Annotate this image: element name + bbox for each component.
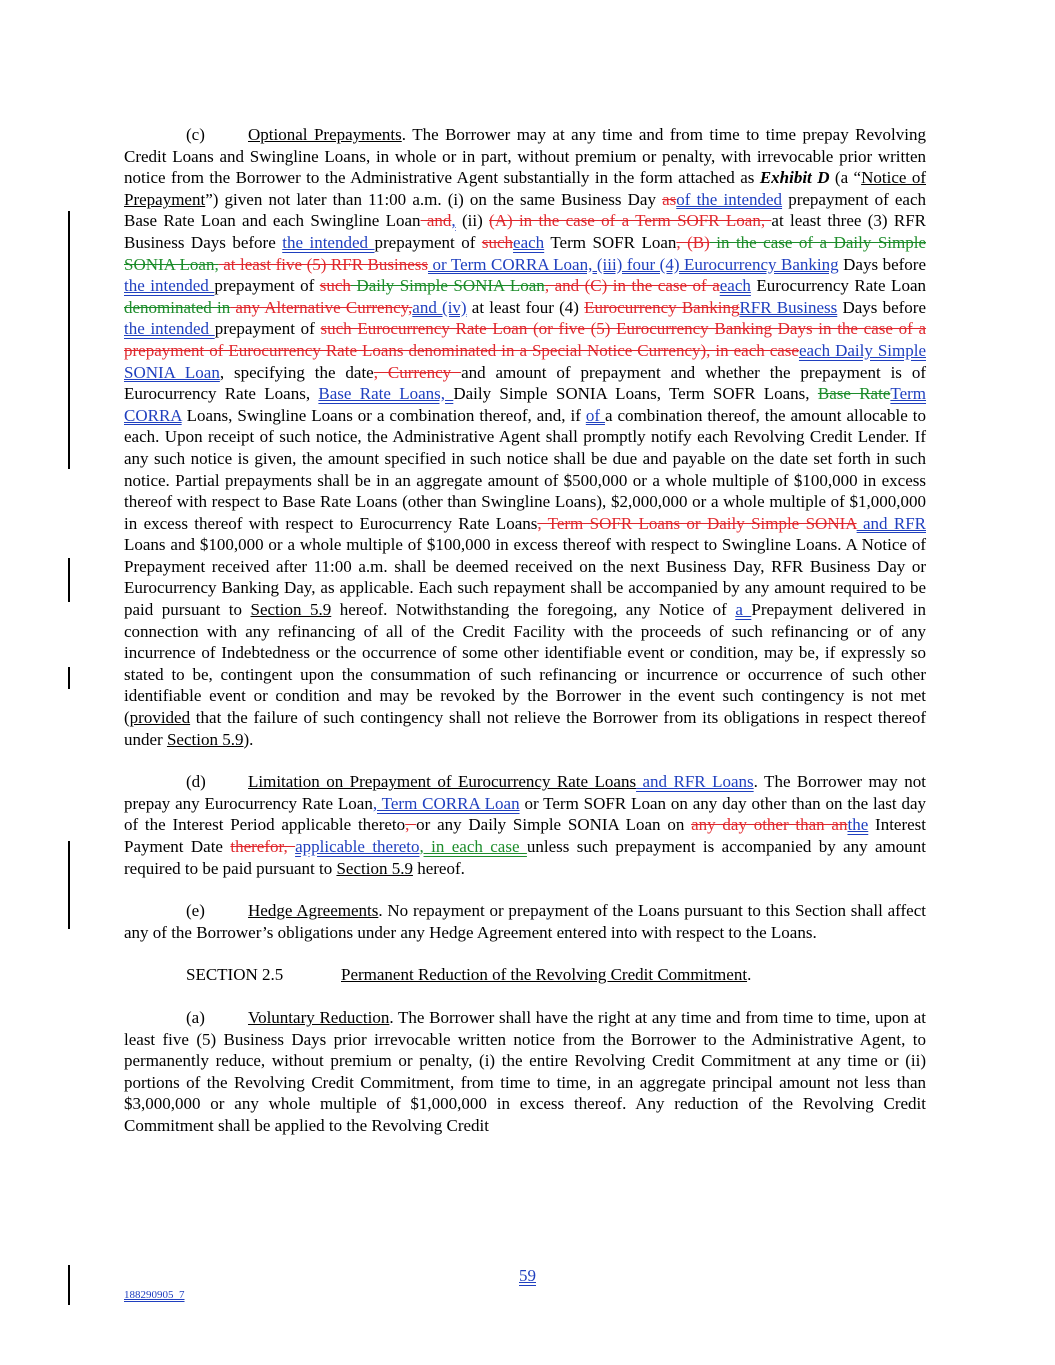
body-text: a combination thereof, the amount allocable to each. Upon receipt of such notice, the Administrative Agent shall promptly notify each Revolving Credit Lender. If any such notice is given, the amount specified in such notice shall be due and payable on the date set forth in such notice. Partial prepayments shall be in an aggregate amount of $500,000 or a whole multiple of $100,000 in excess thereof with respect to Base Rate Loans (other than Swingline Loans), $2,000,000 or a whole multiple of $1,000,000 in excess thereof with respect to Eurocurrency Rate Loans	[124, 405, 927, 533]
body-text: Loans and $100,000 or a whole multiple of $100,000 in excess thereof with respect to Swingline Loans. A Notice of Prepayment received after 11:00 a.m. shall be deemed received on the next Business Day, RFR Business Day or Eurocurrency Banking Day, as applicable. Each such repayment shall be accompanied by any amount required to be paid pursuant to	[124, 535, 926, 620]
inserted-text: , Term CORRA Loan	[372, 793, 520, 813]
body-text: and amount of prepayment and whether the prepayment is of Eurocurrency Rate Loans,	[124, 362, 926, 404]
deleted-text: at least five (5) RFR Business	[218, 254, 429, 274]
section-number: SECTION 2.5	[186, 965, 284, 985]
deleted-text: such	[481, 232, 514, 252]
underlined-term: Section 5.9	[250, 600, 332, 620]
body-text: Interest Payment Date	[124, 815, 927, 856]
inserted-text: the intended	[124, 319, 215, 339]
body-text: at least three (3) RFR Business Days before	[124, 211, 926, 252]
body-text: unless such prepayment is accompanied by any amount required to be paid pursuant to	[124, 837, 926, 878]
deleted-text: such Eurocurrency Rate Loan (or five (5) Eurocurrency Banking Days in the case of a prepayment of Eurocurrency Rate Loans denominated in a Special Notice Currency), in each case	[124, 319, 927, 360]
deleted-text: any day other than an	[691, 815, 848, 835]
body-text: ”) given not later than 11:00 a.m. (i) on the same Business Day	[205, 189, 663, 209]
document-body	[124, 124, 926, 1137]
deleted-text: Eurocurrency Banking	[584, 297, 740, 317]
body-text: or Term SOFR Loan on any day other than on the last day of the Interest Period applicable thereto	[124, 793, 926, 835]
underlined-term: Section 5.9	[166, 729, 244, 749]
body-text: prepayment of	[214, 276, 320, 296]
underlined-term: Voluntary Reduction	[248, 1007, 390, 1027]
moved-text: in the case of a Daily Simple SONIA Loan,	[124, 232, 926, 274]
change-bar	[68, 558, 70, 602]
deleted-text: ,	[405, 815, 417, 835]
body-text: that the failure of such contingency shall not relieve the Borrower from its obligations in respect thereof under	[124, 708, 926, 749]
deleted-text: therefor,	[230, 837, 296, 856]
deleted-text: any Alternative Currency,	[230, 297, 413, 317]
moved-text: Base Rate	[817, 384, 891, 404]
deleted-text: as	[662, 189, 677, 209]
inserted-text: the	[847, 815, 869, 835]
paragraph-d-limitation-on-prepayment	[124, 771, 926, 879]
body-text: or any Daily Simple SONIA Loan on	[416, 815, 692, 835]
inserted-text: of the intended	[676, 189, 783, 209]
underlined-term: provided	[129, 708, 191, 728]
paragraph-label: (d)	[186, 772, 206, 792]
body-text: . The Borrower may not prepay any Eurocurrency Rate Loan	[124, 772, 926, 813]
inserted-text: a	[735, 600, 752, 620]
underlined-term: Section 5.9	[336, 858, 413, 878]
body-text: at least four (4)	[466, 297, 585, 317]
inserted-text: the intended	[282, 232, 375, 252]
inserted-text: or Term CORRA Loan, (iii) four (4) Eurocurrency Banking	[428, 254, 839, 274]
moved-inserted-text: , in each case	[419, 837, 527, 856]
paragraph-label: (a)	[186, 1007, 205, 1027]
inserted-text: applicable thereto	[295, 837, 420, 856]
body-text: . The Borrower shall have the right at any time and from time to time, upon at least five (5) Business Days prior irrevocable written notice from the Borrower to the Administrative Agent, to permanently reduce, without premium or penalty, (i) the entire Revolving Credit Commitment at any time or (ii) portions of the Revolving Credit Commitment, from time to time, in an aggregate principal amount not less than $3,000,000 or any whole multiple of $1,000,000 in excess thereof. Any reduction of the Revolving Credit Commitment shall be applied to the Revolving Credit	[124, 1007, 926, 1135]
underlined-term: Hedge Agreements	[248, 901, 379, 921]
deleted-text: , Term SOFR Loans or Daily Simple SONIA	[537, 513, 857, 533]
section-title-end: .	[747, 965, 752, 985]
body-text: . The Borrower may at any time and from time to time prepay Revolving Credit Loans and Swingline Loans, in whole or in part, without premium or penalty, with irrevocable prior written notice from the Borrower to the Administrative Agent substantially in the form attached as	[124, 125, 927, 188]
body-text: Days before	[837, 297, 926, 317]
body-text: prepayment of	[374, 232, 482, 252]
underlined-term: Optional Prepayments	[248, 125, 402, 144]
body-text: Daily Simple SONIA Loans, Term SOFR Loans,	[453, 384, 818, 404]
moved-text: denominated in	[124, 297, 231, 317]
body-text: . No repayment or prepayment of the Loans pursuant to this Section shall affect any of the Borrower’s obligations under any Hedge Agreement entered into with respect to the Loans.	[124, 901, 926, 942]
change-bar	[68, 211, 70, 469]
moved-text: Daily Simple SONIA Loan	[350, 276, 545, 296]
deleted-text: and	[420, 211, 452, 231]
body-text: hereof. Notwithstanding the foregoing, any Notice of	[331, 600, 736, 620]
inserted-text: and RFR Loans	[636, 772, 754, 792]
inserted-text: each Daily Simple SONIA Loan	[124, 340, 926, 382]
paragraph-label: (c)	[186, 125, 205, 144]
inserted-text: each	[513, 232, 545, 252]
underlined-term: Notice of Prepayment	[124, 168, 926, 209]
inserted-text: Base Rate Loans,	[318, 384, 454, 404]
body-text: Eurocurrency Rate Loan	[750, 276, 926, 296]
paragraph-c-optional-prepayments	[124, 124, 926, 750]
deleted-text: , Currency	[373, 362, 462, 382]
deleted-text: , and (C) in the case of a	[544, 276, 720, 296]
inserted-text: ,	[451, 211, 456, 231]
body-text: prepayment of	[214, 319, 321, 339]
paragraph-e-hedge-agreements	[124, 900, 926, 943]
change-bar	[68, 841, 70, 929]
inserted-text: Term CORRA	[124, 384, 927, 425]
paragraph-a-voluntary-reduction	[124, 1007, 926, 1137]
change-bar	[68, 667, 70, 689]
body-text: Prepayment delivered in connection with any refinancing of all of the Credit Facility with the proceeds of such refinancing or of any incurrence of Indebtedness or the occurrence of some other identifiable event or condition, may be, if expressly so stated to be, contingent upon the consummation of such refinancing or incurrence or occurrence of such other identifiable event or condition and may be revoked by the Borrower in the event such contingency is not met (	[124, 600, 927, 728]
body-text: Loans, Swingline Loans or a combination thereof, and, if	[181, 405, 586, 425]
deleted-text: such	[319, 276, 351, 296]
body-text: (ii)	[455, 211, 490, 231]
section-heading	[124, 964, 926, 986]
inserted-text: and RFR	[856, 513, 926, 533]
page-number: 59	[519, 1266, 536, 1285]
deleted-text: (A) in the case of a Term SOFR Loan,	[489, 211, 772, 231]
deleted-text: , (B)	[676, 232, 710, 252]
inserted-text: and (iv)	[412, 297, 467, 317]
inserted-text: RFR Business	[739, 297, 838, 317]
body-text: (a “	[829, 168, 862, 188]
body-text: ).	[243, 729, 254, 749]
exhibit-reference: Exhibit D	[759, 168, 830, 188]
body-text: Days before	[838, 254, 926, 274]
body-text: hereof.	[412, 858, 465, 878]
body-text: Term SOFR Loan	[544, 232, 677, 252]
inserted-text: of	[585, 405, 605, 425]
document-id: 188290905_7	[124, 1289, 185, 1301]
section-title: Permanent Reduction of the Revolving Credit Commitment	[341, 965, 748, 985]
inserted-text: each	[719, 276, 751, 296]
body-text: , specifying the date	[219, 362, 374, 382]
inserted-text: the intended	[124, 276, 215, 296]
paragraph-label: (e)	[186, 901, 205, 921]
underlined-term: Limitation on Prepayment of Eurocurrency Rate Loans	[248, 772, 637, 792]
body-text: prepayment of each Base Rate Loan and each Swingline Loan	[124, 189, 927, 231]
